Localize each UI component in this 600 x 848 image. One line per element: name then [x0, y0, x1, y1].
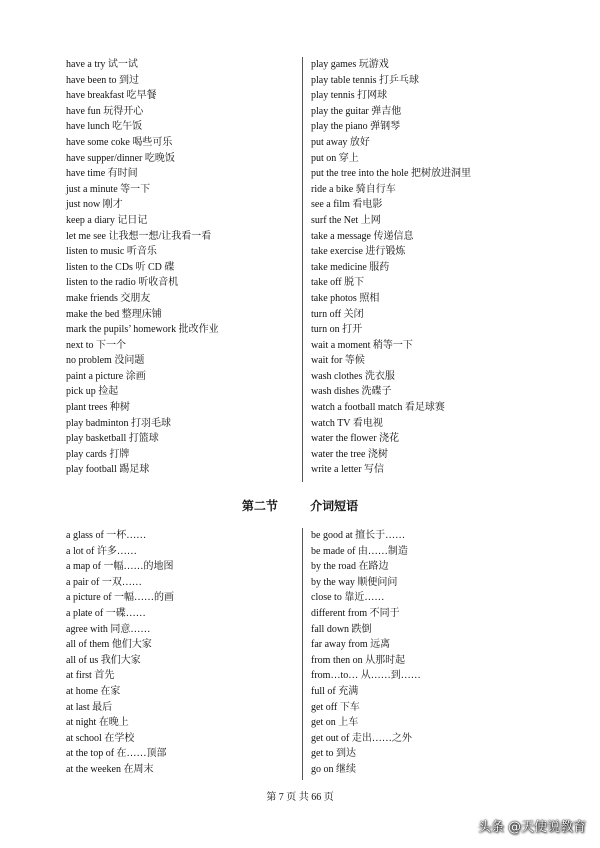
phrase-entry: surf the Net 上网 — [311, 214, 381, 226]
phrase-entry: full of 充满 — [311, 685, 359, 697]
phrase-entry: get out of 走出……之外 — [311, 732, 412, 744]
section-title: 介词短语 — [310, 499, 359, 513]
page-number: 第 7 页 共 66 页 — [266, 792, 334, 803]
phrase-entry: all of us 我们大家 — [66, 654, 141, 666]
phrase-entry: have supper/dinner 吃晚饭 — [66, 152, 175, 164]
phrase-entry: a lot of 许多…… — [66, 545, 137, 557]
phrase-entry: listen to the CDs 听 CD 碟 — [66, 261, 175, 273]
phrase-entry: listen to the radio 听收音机 — [66, 277, 179, 289]
phrase-entry: have some coke 喝些可乐 — [66, 136, 173, 148]
phrase-entry: a pair of 一双…… — [66, 576, 142, 588]
phrase-entry: next to 下一个 — [66, 339, 126, 351]
phrase-entry: close to 靠近…… — [311, 592, 385, 604]
phrase-entry: listen to music 听音乐 — [66, 246, 157, 258]
phrase-entry: agree with 同意…… — [66, 623, 151, 635]
phrase-entry: watch TV 看电视 — [311, 417, 383, 429]
phrase-entry: a plate of 一碟…… — [66, 607, 146, 619]
section1-right-column — [311, 57, 471, 478]
phrase-entry: keep a diary 记日记 — [66, 214, 148, 226]
phrase-entry: just a minute 等一下 — [66, 183, 151, 195]
phrase-entry: at night 在晚上 — [66, 717, 129, 729]
phrase-entry: a picture of 一幅……的画 — [66, 592, 175, 604]
phrase-entry: take exercise 进行锻炼 — [311, 246, 406, 258]
phrase-entry: put on 穿上 — [311, 152, 359, 164]
phrase-entry: take medicine 服药 — [311, 261, 390, 273]
phrase-entry: mark the pupils’ homework 批改作业 — [66, 324, 219, 336]
section1-left-column — [66, 57, 219, 478]
phrase-entry: play tennis 打网球 — [311, 90, 388, 102]
phrase-entry: go on 继续 — [311, 763, 356, 775]
section2-left-column — [66, 528, 174, 778]
phrase-entry: a glass of 一杯…… — [66, 530, 147, 541]
phrase-entry: play cards 打牌 — [66, 448, 130, 460]
phrase-entry: play games 玩游戏 — [311, 59, 389, 70]
phrase-entry: just now 刚才 — [66, 199, 123, 211]
phrase-entry: put away 放好 — [311, 136, 370, 148]
phrase-entry: turn off 关闭 — [311, 308, 364, 320]
phrase-entry: pick up 捡起 — [66, 386, 119, 398]
phrase-entry: at last 最后 — [66, 701, 113, 713]
section-number: 第二节 — [241, 499, 278, 513]
phrase-entry: by the road 在路边 — [311, 561, 389, 573]
phrase-entry: put the tree into the hole 把树放进洞里 — [311, 168, 471, 180]
phrase-entry: from…to… 从……到…… — [311, 670, 421, 682]
phrase-entry: fall down 跌倒 — [311, 623, 372, 635]
source-watermark: 头条 @天使说教育 — [477, 820, 586, 835]
phrase-entry: play the piano 弹钢琴 — [311, 121, 401, 133]
phrase-entry: different from 不同于 — [311, 607, 400, 619]
phrase-entry: play the guitar 弹吉他 — [311, 105, 402, 117]
phrase-entry: make the bed 整理床铺 — [66, 308, 162, 320]
phrase-entry: no problem 没问题 — [66, 355, 145, 367]
phrase-entry: from then on 从那时起 — [311, 654, 406, 666]
phrase-entry: at the top of 在……顶部 — [66, 748, 167, 760]
phrase-entry: have breakfast 吃早餐 — [66, 90, 157, 102]
phrase-entry: play basketball 打篮球 — [66, 433, 159, 445]
phrase-entry: turn on 打开 — [311, 324, 363, 336]
phrase-entry: far away from 远离 — [311, 639, 391, 651]
phrase-entry: all of them 他们大家 — [66, 639, 152, 651]
phrase-entry: wash clothes 洗衣服 — [311, 370, 395, 382]
phrase-entry: make friends 交朋友 — [66, 292, 151, 304]
phrase-entry: get off 下车 — [311, 701, 360, 713]
phrase-entry: at school 在学校 — [66, 732, 135, 744]
phrase-entry: water the tree 浇树 — [311, 448, 388, 460]
section2-right-column — [311, 528, 421, 778]
phrase-entry: at first 首先 — [66, 670, 115, 682]
phrase-entry: watch a football match 看足球赛 — [311, 402, 445, 414]
phrase-entry: a map of 一幅……的地图 — [66, 561, 174, 573]
phrase-entry: take a message 传递信息 — [311, 230, 414, 242]
phrase-entry: have lunch 吃午饭 — [66, 121, 143, 133]
phrase-entry: water the flower 浇花 — [311, 433, 400, 445]
phrase-entry: play football 踢足球 — [66, 464, 150, 476]
phrase-entry: take photos 照相 — [311, 292, 380, 304]
phrase-entry: by the way 顺便问问 — [311, 576, 398, 588]
section2-column-divider — [302, 528, 303, 780]
phrase-entry: see a film 看电影 — [311, 199, 383, 211]
phrase-entry: have a try 试一试 — [66, 59, 138, 70]
phrase-entry: write a letter 写信 — [311, 464, 385, 476]
phrase-entry: have been to 到过 — [66, 74, 140, 86]
phrase-entry: let me see 让我想一想/让我看一看 — [66, 230, 212, 242]
phrase-entry: get on 上车 — [311, 717, 359, 729]
phrase-entry: plant trees 种树 — [66, 402, 130, 414]
phrase-entry: wait for 等候 — [311, 355, 365, 367]
section-heading — [0, 497, 600, 514]
phrase-entry: have time 有时间 — [66, 168, 138, 180]
phrase-entry: be made of 由……制造 — [311, 545, 408, 557]
section1-column-divider — [302, 57, 303, 482]
phrase-entry: be good at 擅长于…… — [311, 530, 406, 541]
phrase-entry: at the weeken 在周末 — [66, 763, 154, 775]
phrase-entry: play table tennis 打乒乓球 — [311, 74, 420, 86]
phrase-entry: at home 在家 — [66, 685, 121, 697]
phrase-entry: get to 到达 — [311, 748, 356, 760]
phrase-entry: have fun 玩得开心 — [66, 105, 144, 117]
phrase-entry: wash dishes 洗碟子 — [311, 386, 392, 398]
phrase-entry: take off 脱下 — [311, 277, 365, 289]
phrase-entry: ride a bike 骑自行车 — [311, 183, 396, 195]
phrase-entry: play badminton 打羽毛球 — [66, 417, 171, 429]
phrase-entry: paint a picture 涂画 — [66, 370, 146, 382]
phrase-entry: wait a moment 稍等一下 — [311, 339, 413, 351]
